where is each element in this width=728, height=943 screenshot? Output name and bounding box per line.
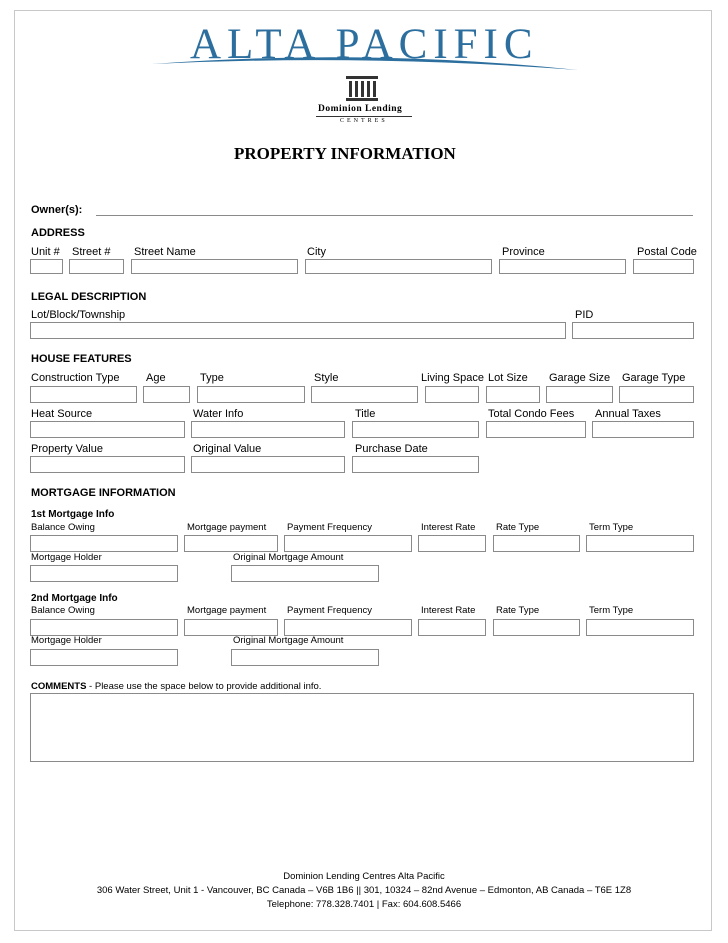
owner-field[interactable]: [96, 215, 693, 216]
first-original-amount-field[interactable]: [231, 565, 379, 582]
first-rate-type-label: Rate Type: [496, 522, 540, 533]
construction-type-field[interactable]: [30, 386, 137, 403]
logo-centres: CENTRES: [340, 118, 388, 124]
first-payment-frequency-field[interactable]: [284, 535, 412, 552]
pid-field[interactable]: [572, 322, 694, 339]
second-rate-type-field[interactable]: [493, 619, 580, 636]
second-mortgage-holder-label: Mortgage Holder: [31, 635, 102, 646]
street-number-field[interactable]: [69, 259, 124, 274]
first-original-amount-label: Original Mortgage Amount: [233, 552, 344, 563]
comments-heading: COMMENTS: [31, 681, 87, 692]
second-original-amount-label: Original Mortgage Amount: [233, 635, 344, 646]
lot-field[interactable]: [30, 322, 566, 339]
purchase-date-field[interactable]: [352, 456, 479, 473]
owner-label: Owner(s):: [31, 204, 83, 216]
garage-type-field[interactable]: [619, 386, 694, 403]
postal-code-field[interactable]: [633, 259, 694, 274]
first-term-type-label: Term Type: [589, 522, 634, 533]
property-value-field[interactable]: [30, 456, 185, 473]
type-field[interactable]: [197, 386, 305, 403]
heat-source-field[interactable]: [30, 421, 185, 438]
total-condo-fees-field[interactable]: [486, 421, 586, 438]
type-label: Type: [200, 372, 224, 384]
address-heading: ADDRESS: [31, 227, 85, 239]
second-interest-rate-label: Interest Rate: [421, 605, 476, 616]
first-mortgage-payment-label: Mortgage payment: [187, 522, 267, 533]
columns-icon: [344, 74, 380, 102]
second-term-type-field[interactable]: [586, 619, 694, 636]
footer-line1: Dominion Lending Centres Alta Pacific: [283, 871, 445, 882]
living-space-label: Living Space: [421, 372, 484, 384]
annual-taxes-label: Annual Taxes: [595, 408, 661, 420]
second-balance-owing-field[interactable]: [30, 619, 178, 636]
first-payment-frequency-label: Payment Frequency: [287, 522, 373, 533]
lot-size-label: Lot Size: [488, 372, 528, 384]
comments-field[interactable]: [30, 693, 694, 762]
logo: [150, 18, 580, 128]
second-original-amount-field[interactable]: [231, 649, 379, 666]
street-name-label: Street Name: [134, 246, 196, 258]
age-label: Age: [146, 372, 166, 384]
age-field[interactable]: [143, 386, 190, 403]
page-title: PROPERTY INFORMATION: [234, 144, 456, 163]
comments-note: - Please use the space below to provide additional info.: [86, 681, 322, 692]
second-balance-owing-label: Balance Owing: [31, 605, 95, 616]
logo-company: Dominion Lending: [318, 104, 403, 114]
property-value-label: Property Value: [31, 443, 103, 455]
second-payment-frequency-field[interactable]: [284, 619, 412, 636]
footer-line2: 306 Water Street, Unit 1 - Vancouver, BC Canada – V6B 1B6 || 301, 10324 – 82nd Avenue – Edmonton, AB Canada – T6E 1Z8: [96, 885, 632, 896]
mortgage-heading: MORTGAGE INFORMATION: [31, 487, 176, 499]
lot-size-field[interactable]: [486, 386, 540, 403]
city-field[interactable]: [305, 259, 492, 274]
first-interest-rate-field[interactable]: [418, 535, 486, 552]
second-payment-frequency-label: Payment Frequency: [287, 605, 373, 616]
second-mortgage-heading: 2nd Mortgage Info: [31, 593, 118, 604]
second-mortgage-holder-field[interactable]: [30, 649, 178, 666]
style-field[interactable]: [311, 386, 418, 403]
annual-taxes-field[interactable]: [592, 421, 694, 438]
heat-source-label: Heat Source: [31, 408, 93, 420]
logo-brand: ALTA PACIFIC: [190, 21, 539, 68]
first-rate-type-field[interactable]: [493, 535, 580, 552]
water-info-field[interactable]: [191, 421, 345, 438]
garage-size-field[interactable]: [546, 386, 613, 403]
footer-line3: Telephone: 778.328.7401 | Fax: 604.608.5466: [266, 899, 462, 910]
second-term-type-label: Term Type: [589, 605, 634, 616]
second-interest-rate-field[interactable]: [418, 619, 486, 636]
first-mortgage-holder-field[interactable]: [30, 565, 178, 582]
water-info-label: Water Info: [193, 408, 244, 420]
province-field[interactable]: [499, 259, 626, 274]
original-value-label: Original Value: [193, 443, 262, 455]
living-space-field[interactable]: [425, 386, 479, 403]
first-mortgage-holder-label: Mortgage Holder: [31, 552, 102, 563]
garage-type-label: Garage Type: [622, 372, 686, 384]
province-label: Province: [502, 246, 545, 258]
second-rate-type-label: Rate Type: [496, 605, 540, 616]
house-heading: HOUSE FEATURES: [31, 353, 132, 365]
first-term-type-field[interactable]: [586, 535, 694, 552]
first-mortgage-heading: 1st Mortgage Info: [31, 509, 115, 520]
total-condo-fees-label: Total Condo Fees: [488, 408, 575, 420]
logo-rule: [316, 116, 412, 117]
legal-heading: LEGAL DESCRIPTION: [31, 291, 147, 303]
city-label: City: [307, 246, 326, 258]
pid-label: PID: [575, 309, 594, 321]
unit-field[interactable]: [30, 259, 63, 274]
postal-code-label: Postal Code: [637, 246, 697, 258]
second-mortgage-payment-label: Mortgage payment: [187, 605, 267, 616]
first-balance-owing-field[interactable]: [30, 535, 178, 552]
first-interest-rate-label: Interest Rate: [421, 522, 476, 533]
purchase-date-label: Purchase Date: [355, 443, 428, 455]
street-name-field[interactable]: [131, 259, 298, 274]
original-value-field[interactable]: [191, 456, 345, 473]
garage-size-label: Garage Size: [549, 372, 611, 384]
comments-heading-row: [31, 681, 321, 692]
first-mortgage-payment-field[interactable]: [184, 535, 278, 552]
street-number-label: Street #: [72, 246, 111, 258]
title-field[interactable]: [352, 421, 479, 438]
lot-label: Lot/Block/Township: [31, 309, 126, 321]
second-mortgage-payment-field[interactable]: [184, 619, 278, 636]
title-label: Title: [355, 408, 376, 420]
unit-label: Unit #: [31, 246, 60, 258]
style-label: Style: [314, 372, 339, 384]
construction-type-label: Construction Type: [31, 372, 120, 384]
first-balance-owing-label: Balance Owing: [31, 522, 95, 533]
